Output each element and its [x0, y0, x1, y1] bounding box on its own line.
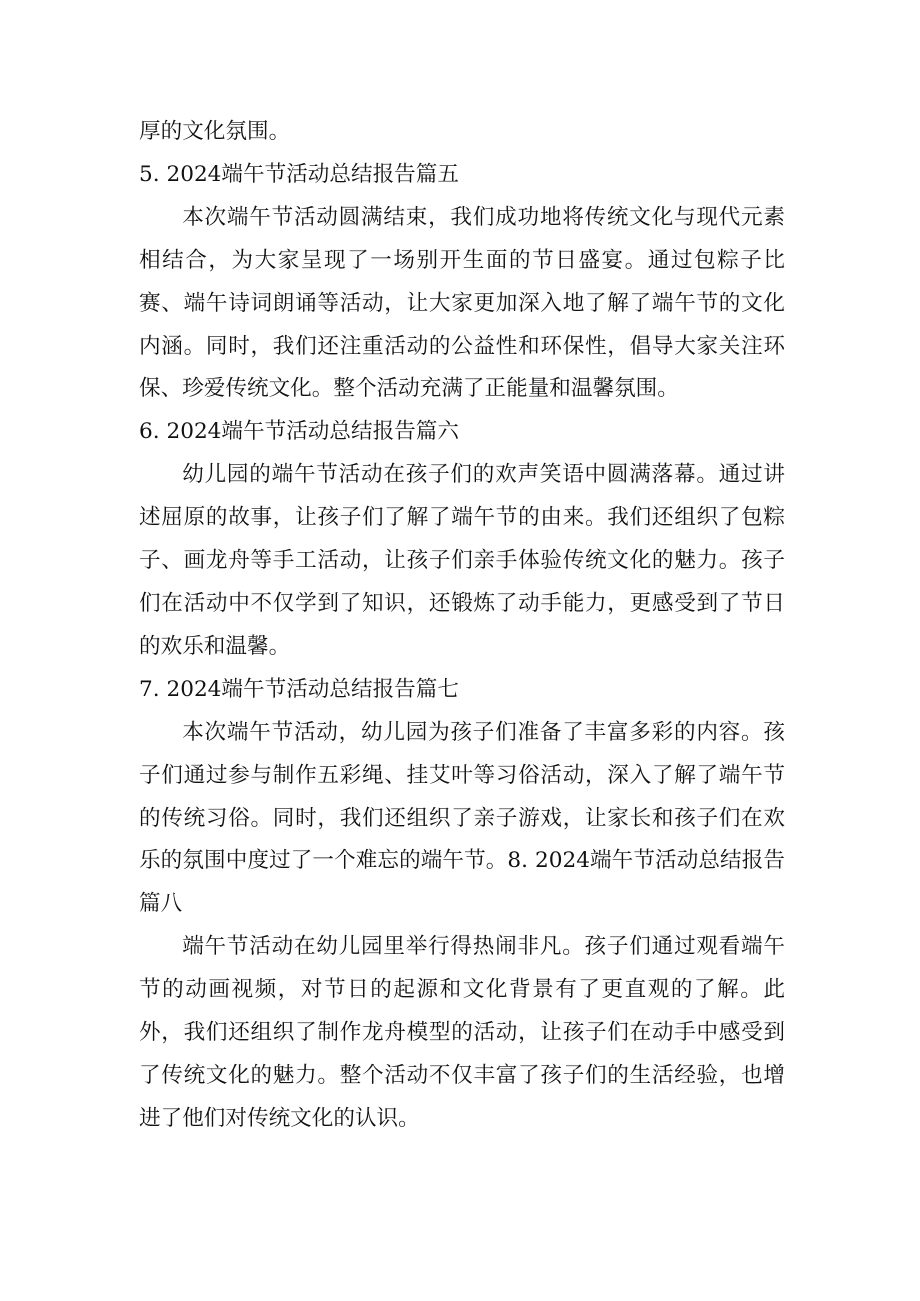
- continuation-text: 厚的文化氛围。: [139, 119, 291, 144]
- section-heading-5: 5. 2024端午节活动总结报告篇五: [139, 161, 459, 187]
- document-body: [139, 111, 785, 1141]
- section-heading-6: 6. 2024端午节活动总结报告篇六: [139, 419, 459, 445]
- section-paragraph-8: 端午节活动在幼儿园里举行得热闹非凡。孩子们通过观看端午节的动画视频，对节日的起源和文化背景有了更直观的了解。此外，我们还组织了制作龙舟模型的活动，让孩子们在动手中感受到了传统文化的魅力。整个活动不仅丰富了孩子们的生活经验，也增进了他们对传统文化的认识。: [139, 934, 785, 1131]
- section-paragraph-5: 本次端午节活动圆满结束，我们成功地将传统文化与现代元素相结合，为大家呈现了一场别开生面的节日盛宴。通过包粽子比赛、端午诗词朗诵等活动，让大家更加深入地了解了端午节的文化内涵。同时，我们还注重活动的公益性和环保性，倡导大家关注环保、珍爱传统文化。整个活动充满了正能量和温馨氛围。: [139, 204, 785, 402]
- section-heading-7: 7. 2024端午节活动总结报告篇七: [139, 676, 459, 702]
- section-paragraph-7: 本次端午节活动，幼儿园为孩子们准备了丰富多彩的内容。孩子们通过参与制作五彩绳、挂艾叶等习俗活动，深入了解了端午节的传统习俗。同时，我们还组织了亲子游戏，让家长和孩子们在欢乐的氛围中度过了一个难忘的端午节。8. 2024端午节活动总结报告篇八: [139, 719, 785, 917]
- section-paragraph-6: 幼儿园的端午节活动在孩子们的欢声笑语中圆满落幕。通过讲述屈原的故事，让孩子们了解了端午节的由来。我们还组织了包粽子、画龙舟等手工活动，让孩子们亲手体验传统文化的魅力。孩子们在活动中不仅学到了知识，还锻炼了动手能力，更感受到了节日的欢乐和温馨。: [139, 462, 785, 659]
